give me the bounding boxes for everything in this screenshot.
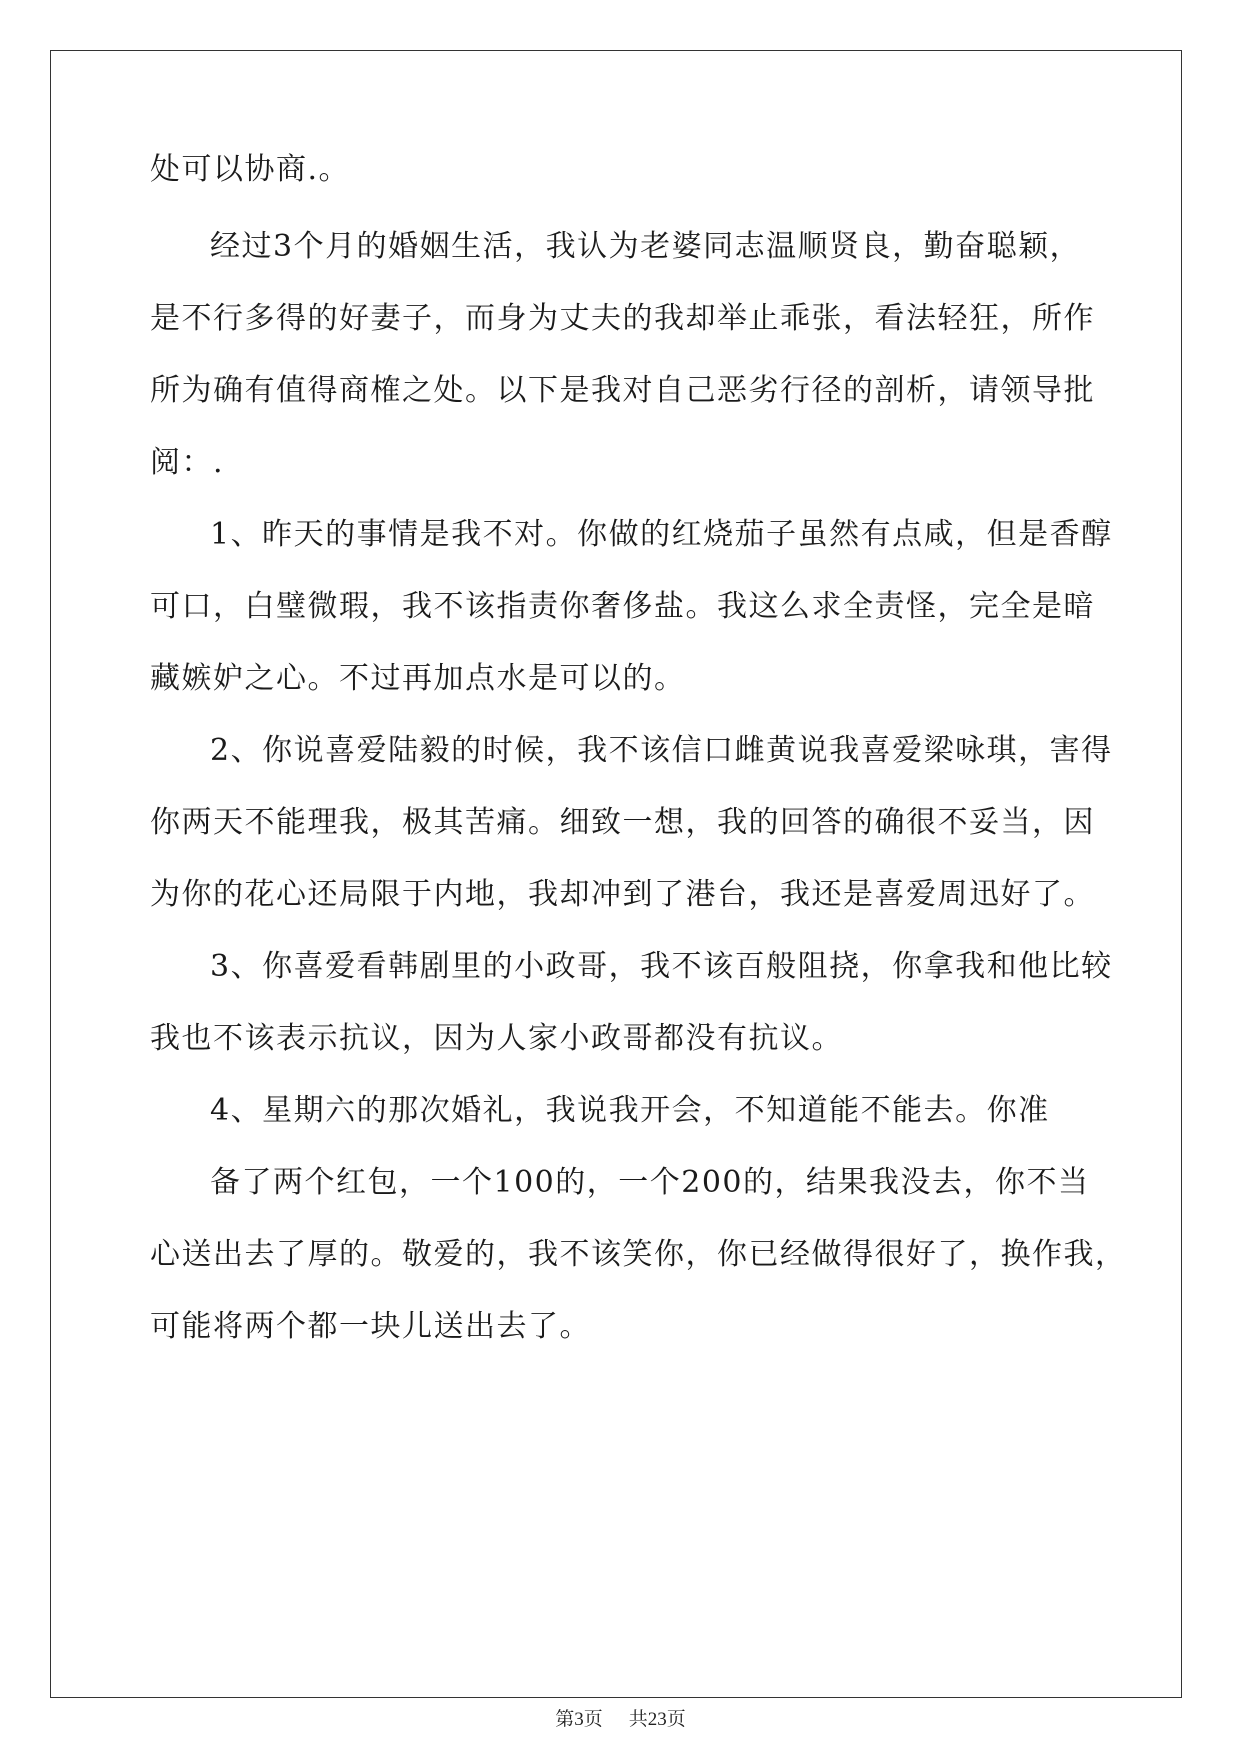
text-line: 阅：.: [150, 445, 225, 480]
text-line: 我也不该表示抗议，因为人家小政哥都没有抗议。: [150, 1021, 843, 1056]
paragraph-first-line: 1、昨天的事情是我不对。你做的红烧茄子虽然有点咸，但是香醇: [210, 517, 1113, 552]
text-line: 所为确有值得商榷之处。以下是我对自己恶劣行径的剖析，请领导批: [150, 373, 1095, 408]
page-total: 共23页: [628, 1709, 686, 1730]
text-line: 藏嫉妒之心。不过再加点水是可以的。: [150, 661, 686, 696]
text-line: 是不行多得的好妻子，而身为丈夫的我却举止乖张，看法轻狂，所作: [150, 301, 1095, 336]
text-line: 心送出去了厚的。敬爱的，我不该笑你，你已经做得很好了，换作我，: [150, 1237, 1127, 1272]
paragraph-first-line: 经过3个月的婚姻生活，我认为老婆同志温顺贤良，勤奋聪颖，: [210, 229, 1082, 264]
paragraph-first-line: 2、你说喜爱陆毅的时候，我不该信口雌黄说我喜爱梁咏琪，害得: [210, 733, 1113, 768]
text-line: 可口，白璧微瑕，我不该指责你奢侈盐。我这么求全责怪，完全是暗: [150, 589, 1095, 624]
text-line: 你两天不能理我，极其苦痛。细致一想，我的回答的确很不妥当，因: [150, 805, 1095, 840]
page-footer: [0, 1704, 1241, 1731]
paragraph-first-line: 3、你喜爱看韩剧里的小政哥，我不该百般阻挠，你拿我和他比较: [210, 949, 1113, 984]
text-line: 处可以协商.。: [150, 152, 351, 187]
page-number: 第3页: [555, 1709, 603, 1730]
paragraph-first-line: 4、星期六的那次婚礼，我说我开会，不知道能不能去。你准: [210, 1093, 1050, 1128]
text-line: 为你的花心还局限于内地，我却冲到了港台，我还是喜爱周迅好了。: [150, 877, 1095, 912]
paragraph-first-line: 备了两个红包，一个100的，一个200的，结果我没去，你不当: [210, 1165, 1090, 1200]
text-line: 可能将两个都一块儿送出去了。: [150, 1309, 591, 1344]
